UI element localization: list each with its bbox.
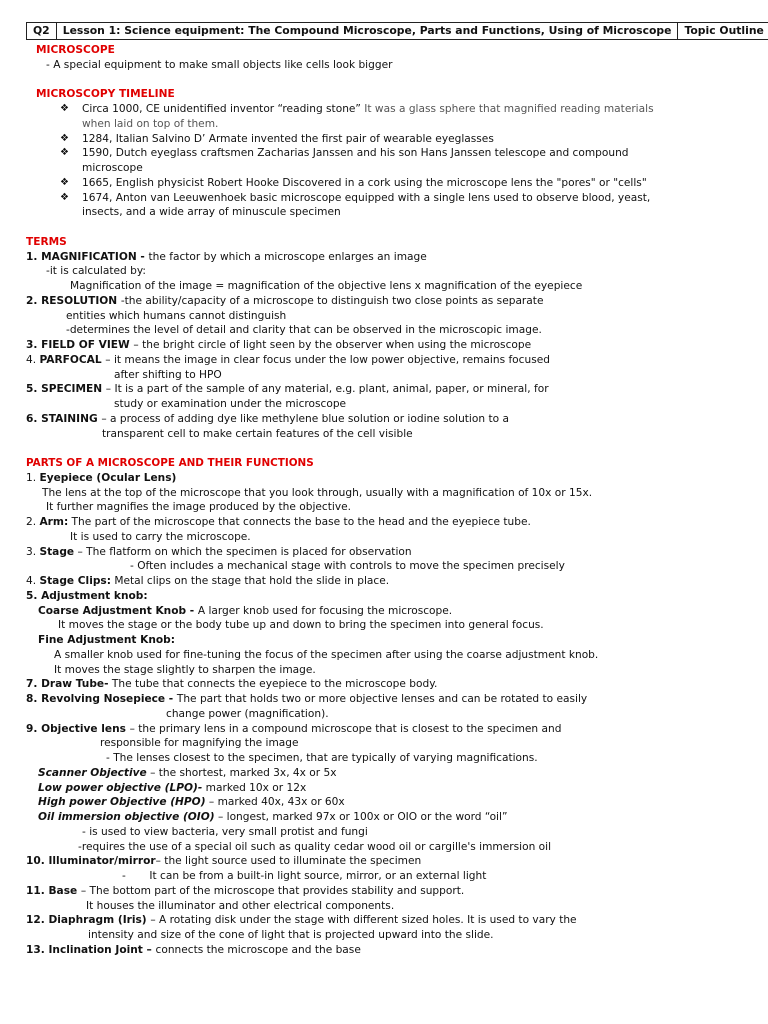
timeline-item — [26, 146, 738, 161]
part-subitem — [26, 604, 738, 619]
term-formula: Magnification of the image = magnification of the objective lens x magnification of the eyepiece — [70, 280, 583, 292]
part-item: 12. Diaphragm (Iris) – A rotating disk under the stage with different sized holes. It is used to vary the — [26, 914, 577, 927]
part-description: - Often includes a mechanical stage with controls to move the specimen precisely — [130, 560, 565, 573]
microscope-definition: - A special equipment to make small objects like cells look bigger — [46, 58, 393, 71]
term-item: 5. SPECIMEN – It is a part of the sample of any material, e.g. plant, animal, paper, or mineral, for — [26, 383, 549, 396]
part-description: intensity and size of the cone of light that is projected upward into the slide. — [88, 929, 494, 941]
parts-heading: PARTS OF A MICROSCOPE AND THEIR FUNCTIONS — [26, 457, 314, 469]
part-description: It moves the stage slightly to sharpen the image. — [54, 663, 316, 676]
terms-heading: TERMS — [26, 235, 67, 248]
timeline-text: 1590, Dutch eyeglass craftsmen Zacharias Janssen and his son Hans Janssen telescope and compound — [82, 147, 629, 160]
term-continuation: -it is calculated by: — [46, 265, 146, 278]
part-item: 4. Stage Clips: Metal clips on the stage that hold the slide in place. — [26, 575, 390, 587]
part-name: Inclination Joint – — [48, 943, 156, 956]
timeline-note: It was a glass sphere that magnified reading materials — [360, 103, 654, 115]
objective-type: Oil immersion objective (OIO) – longest, marked 97x or 100x or OIO or the word “oil” — [38, 811, 508, 823]
part-definition: Metal clips on the stage that hold the slide in place. — [110, 575, 390, 587]
timeline-item — [26, 132, 738, 147]
term-name: SPECIMEN — [41, 383, 106, 396]
term-item: 4. PARFOCAL – it means the image in clear focus under the low power objective, remains focused — [26, 353, 550, 366]
part-item: 5. Adjustment knob: — [26, 589, 148, 602]
term-name: MAGNIFICATION - — [41, 250, 149, 263]
part-name: Stage — [39, 545, 75, 558]
part-definition: – A rotating disk under the stage with different sized holes. It is used to vary the — [150, 914, 577, 927]
diamond-bullet-icon: ❖ — [60, 176, 69, 188]
part-name: Base — [48, 884, 81, 897]
timeline-text: 1665, English physicist Robert Hooke Discovered in a cork using the microscope lens the "pores" or "cells" — [82, 176, 647, 189]
term-name: RESOLUTION — [41, 294, 121, 307]
part-item: 7. Draw Tube- The tube that connects the eyepiece to the microscope body. — [26, 678, 438, 691]
subpart-definition: A larger knob used for focusing the microscope. — [197, 604, 453, 617]
term-definition: the factor by which a microscope enlarges an image — [148, 250, 427, 263]
timeline-continuation: insects, and a wide array of minuscule specimen — [82, 206, 341, 219]
timeline-text: 1284, Italian Salvino D’ Armate invented the first pair of wearable eyeglasses — [82, 132, 494, 145]
part-description: The lens at the top of the microscope that you look through, usually with a magnification of 10x or 15x. — [42, 486, 593, 499]
microscope-heading: MICROSCOPE — [36, 44, 115, 56]
term-item: 6. STAINING – a process of adding dye like methylene blue solution or iodine solution to a — [26, 412, 509, 425]
timeline-continuation: when laid on top of them. — [82, 117, 219, 130]
part-name: Stage Clips: — [39, 575, 111, 587]
term-continuation: after shifting to HPO — [114, 368, 222, 381]
diamond-bullet-icon: ❖ — [60, 132, 69, 144]
timeline-item — [26, 102, 738, 117]
part-item: 10. Illuminator/mirror– the light source used to illuminate the specimen — [26, 855, 422, 868]
part-name: Objective lens — [41, 722, 130, 735]
document-page — [26, 22, 764, 958]
part-description: It further magnifies the image produced by the objective. — [46, 501, 351, 514]
part-name: Revolving Nosepiece - — [41, 693, 177, 705]
term-name: PARFOCAL — [39, 353, 106, 366]
term-definition: – a process of adding dye like methylene blue solution or iodine solution to a — [101, 412, 509, 425]
part-item: 3. Stage – The flatform on which the specimen is placed for observation — [26, 545, 412, 558]
part-item: 11. Base – The bottom part of the microscope that provides stability and support. — [26, 884, 465, 897]
term-item: 2. RESOLUTION -the ability/capacity of a microscope to distinguish two close points as separate — [26, 294, 544, 307]
diamond-bullet-icon: ❖ — [60, 103, 69, 114]
part-definition: – the primary lens in a compound microscope that is closest to the specimen and — [129, 722, 562, 735]
part-definition: – The bottom part of the microscope that provides stability and support. — [80, 884, 465, 897]
part-name: Arm: — [39, 516, 69, 528]
part-name: Eyepiece (Ocular Lens) — [39, 471, 177, 484]
part-description: A smaller knob used for fine-tuning the focus of the specimen after using the coarse adjustment knob. — [54, 648, 599, 661]
term-continuation: -determines the level of detail and clarity that can be observed in the microscopic image. — [66, 324, 542, 337]
part-item: 1. Eyepiece (Ocular Lens) — [26, 471, 177, 484]
outline-type-cell: Topic Outline — [678, 23, 768, 40]
part-name: Diaphragm (Iris) — [48, 914, 151, 927]
term-name: STAINING — [41, 412, 102, 425]
part-definition: – the light source used to illuminate the specimen — [155, 855, 422, 868]
part-name: Draw Tube- — [41, 678, 109, 691]
part-description: It moves the stage or the body tube up and down to bring the specimen into general focus. — [58, 619, 544, 632]
diamond-bullet-icon: ❖ — [60, 191, 69, 203]
part-definition: The tube that connects the eyepiece to the microscope body. — [108, 678, 438, 691]
timeline-text: 1674, Anton van Leeuwenhoek basic microscope equipped with a single lens used to observe blood, yeast, — [82, 191, 651, 204]
part-item: 9. Objective lens – the primary lens in a compound microscope that is closest to the specimen and — [26, 722, 562, 735]
timeline-item — [26, 176, 738, 191]
part-description: -requires the use of a special oil such as quality cedar wood oil or cargille's immersion oil — [78, 840, 552, 853]
part-description: change power (magnification). — [166, 707, 329, 720]
part-definition: connects the microscope and the base — [155, 943, 361, 956]
term-definition: – it means the image in clear focus under the low power objective, remains focused — [105, 353, 550, 366]
term-item: 1. MAGNIFICATION - the factor by which a microscope enlarges an image — [26, 250, 427, 263]
timeline-heading: MICROSCOPY TIMELINE — [36, 88, 175, 101]
term-continuation: study or examination under the microscope — [114, 398, 347, 410]
diamond-bullet-icon: ❖ — [60, 147, 69, 159]
header-table — [26, 22, 768, 40]
term-definition: -the ability/capacity of a microscope to distinguish two close points as separate — [120, 294, 544, 307]
part-description: It is used to carry the microscope. — [70, 530, 251, 543]
quarter-cell: Q2 — [27, 23, 57, 40]
term-item: 3. FIELD OF VIEW – the bright circle of light seen by the observer when using the microscope — [26, 339, 532, 351]
part-definition: The part that holds two or more objective lenses and can be rotated to easily — [176, 693, 588, 705]
part-item: 2. Arm: The part of the microscope that connects the base to the head and the eyepiece tube. — [26, 516, 531, 528]
part-description: It houses the illuminator and other electrical components. — [86, 899, 395, 912]
part-name: Illuminator/mirror — [48, 855, 156, 868]
part-definition: The part of the microscope that connects the base to the head and the eyepiece tube. — [68, 516, 531, 528]
term-name: FIELD OF VIEW — [41, 339, 134, 351]
objective-type: Low power objective (LPO)- marked 10x or 12x — [38, 781, 307, 794]
part-description: - is used to view bacteria, very small protist and fungi — [82, 825, 368, 838]
part-description: responsible for magnifying the image — [100, 737, 299, 750]
subpart-name: Fine Adjustment Knob: — [38, 634, 175, 646]
timeline-continuation: microscope — [82, 162, 143, 174]
part-description: - It can be from a built-in light source, mirror, or an external light — [122, 870, 487, 882]
term-continuation: transparent cell to make certain features of the cell visible — [102, 427, 413, 440]
part-description: - The lenses closest to the specimen, that are typically of varying magnifications. — [106, 752, 538, 764]
objective-type: Scanner Objective – the shortest, marked 3x, 4x or 5x — [38, 766, 337, 779]
subpart-name: Coarse Adjustment Knob - — [38, 604, 198, 617]
part-item: 8. Revolving Nosepiece - The part that holds two or more objective lenses and can be rotated to easily — [26, 693, 588, 705]
objective-type: High power Objective (HPO) – marked 40x, 43x or 60x — [38, 796, 345, 809]
term-definition: – It is a part of the sample of any material, e.g. plant, animal, paper, or mineral, for — [105, 383, 549, 396]
part-name: Adjustment knob: — [41, 589, 148, 602]
part-item: 13. Inclination Joint – connects the microscope and the base — [26, 943, 361, 956]
term-continuation: entities which humans cannot distinguish — [66, 309, 287, 322]
part-definition: – The flatform on which the specimen is placed for observation — [74, 545, 412, 558]
lesson-title-cell: Lesson 1: Science equipment: The Compound Microscope, Parts and Functions, Using of Microscope — [56, 23, 678, 40]
timeline-text: Circa 1000, CE unidentified inventor “reading stone” — [82, 103, 361, 115]
term-definition: – the bright circle of light seen by the observer when using the microscope — [133, 339, 532, 351]
timeline-item — [26, 191, 738, 206]
